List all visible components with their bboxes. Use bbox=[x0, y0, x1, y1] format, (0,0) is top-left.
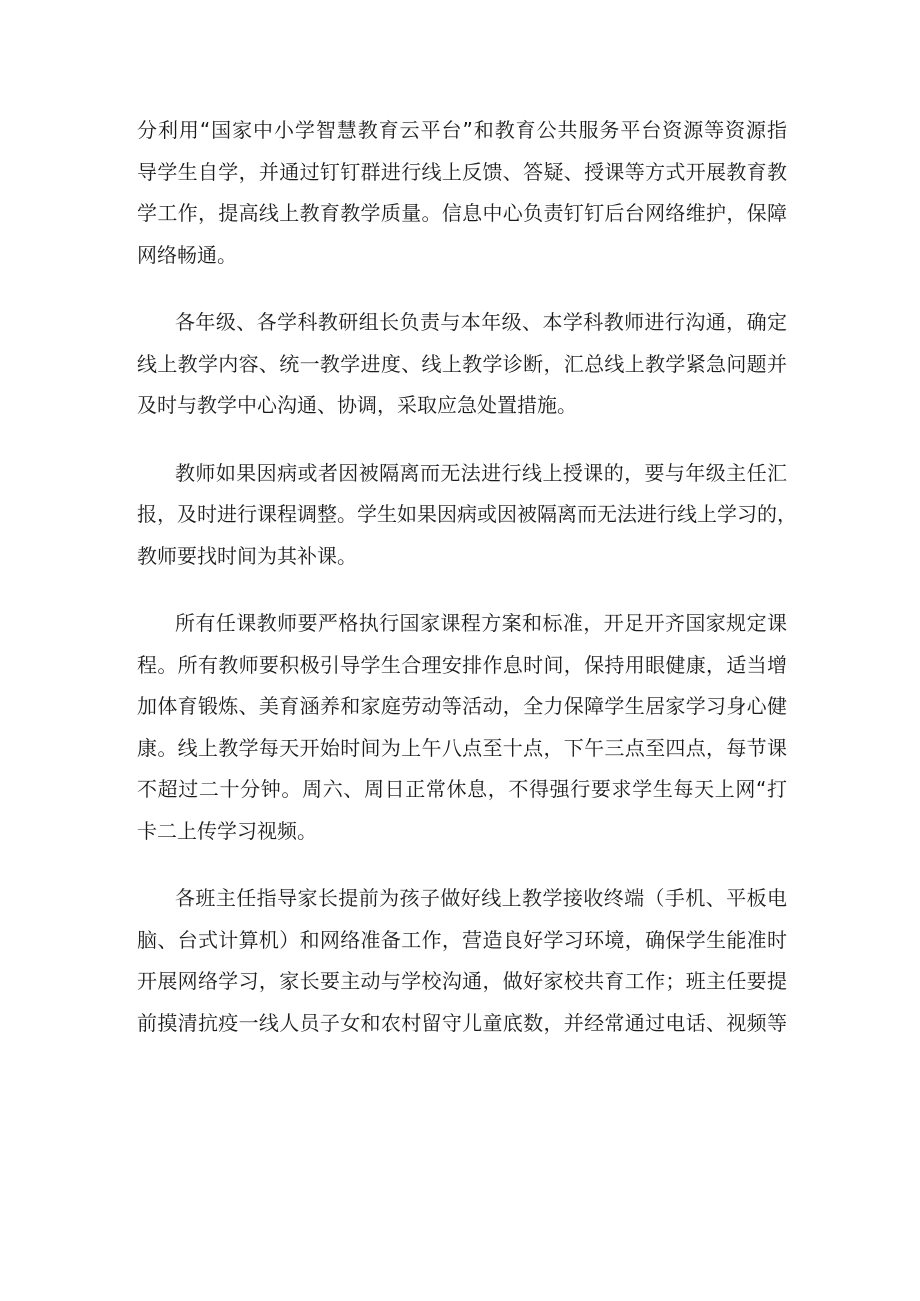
text-line: 各年级、各学科教研组长负责与本年级、本学科教师进行沟通，确定 bbox=[175, 310, 787, 334]
text-line: 程。所有教师要积极引导学生合理安排作息时间，保持用眼健康，适当增 bbox=[137, 652, 787, 677]
paragraph-2 bbox=[137, 302, 787, 427]
text-line: 网络畅通。 bbox=[137, 242, 237, 267]
text-line: 报，及时进行课程调整。学生如果因病或因被隔离而无法进行线上学习的， bbox=[137, 502, 797, 526]
text-line: 教师要找时间为其补课。 bbox=[137, 543, 357, 568]
text-line: 卡二上传学习视频。 bbox=[137, 818, 317, 843]
text-line: 加体育锻炼、美育涵养和家庭劳动等活动，全力保障学生居家学习身心健 bbox=[137, 694, 787, 718]
paragraph-1 bbox=[137, 110, 787, 276]
paragraph-5 bbox=[137, 878, 787, 1044]
text-line: 分利用“国家中小学智慧教育云平台”和教育公共服务平台资源等资源指 bbox=[137, 118, 787, 142]
text-line: 前摸清抗疫一线人员子女和农村留守儿童底数，并经常通过电话、视频等 bbox=[137, 1010, 787, 1035]
text-line: 所有任课教师要严格执行国家课程方案和标准，开足开齐国家规定课 bbox=[175, 611, 787, 635]
paragraph-4 bbox=[137, 603, 787, 852]
text-line: 各班主任指导家长提前为孩子做好线上教学接收终端（手机、平板电 bbox=[175, 886, 787, 910]
document-body bbox=[137, 110, 797, 1044]
paragraph-3 bbox=[137, 453, 797, 578]
text-line: 及时与教学中心沟通、协调，采取应急处置措施。 bbox=[137, 393, 577, 417]
text-line: 导学生自学，并通过钉钉群进行线上反馈、答疑、授课等方式开展教育教 bbox=[137, 159, 787, 184]
text-line: 开展网络学习，家长要主动与学校沟通，做好家校共育工作；班主任要提 bbox=[137, 969, 787, 993]
text-line: 学工作，提高线上教育教学质量。信息中心负责钉钉后台网络维护，保障 bbox=[137, 201, 787, 225]
text-line: 教师如果因病或者因被隔离而无法进行线上授课的，要与年级主任汇 bbox=[175, 460, 787, 485]
text-line: 不超过二十分钟。周六、周日正常休息，不得强行要求学生每天上网“打 bbox=[137, 777, 787, 801]
text-line: 康。线上教学每天开始时间为上午八点至十点，下午三点至四点，每节课 bbox=[137, 735, 787, 760]
text-line: 线上教学内容、统一教学进度、线上教学诊断，汇总线上教学紧急问题并 bbox=[137, 351, 787, 376]
text-line: 脑、台式计算机）和网络准备工作，营造良好学习环境，确保学生能准时 bbox=[137, 927, 787, 952]
